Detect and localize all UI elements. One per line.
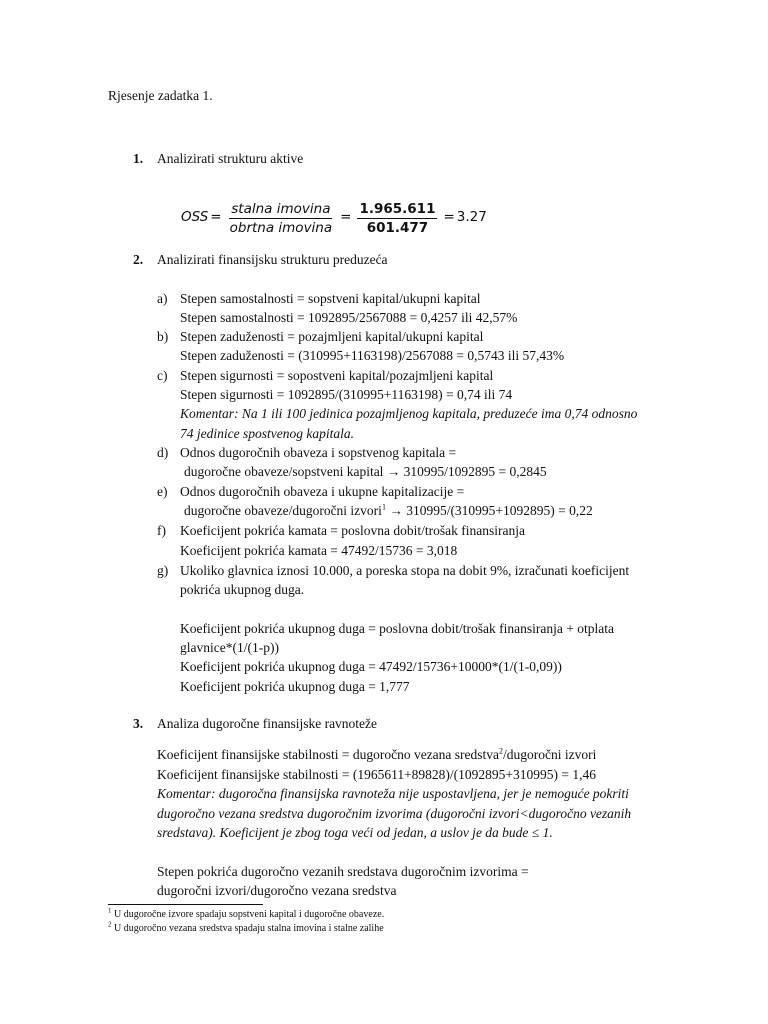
item-b-line-2: Stepen zaduženosti = (310995+1163198)/2567088 = 0,5743 ili 57,43% (180, 348, 565, 363)
footnote-1-mark: 1 (108, 906, 112, 915)
stability-comment-3: sredstava). Koeficijent je zbog toga veći od jedan, a uslov je da bude ≤ 1. (157, 825, 553, 840)
coverage-line-2: dugoročni izvori/dugoročno vezana sredstva (157, 883, 397, 898)
item-f-line-2: Koeficijent pokrića kamata = 47492/15736 = 3,018 (180, 543, 458, 558)
footnote-ref-1: 1 (381, 502, 386, 512)
item-c-line-1: Stepen sigurnosti = sopostveni kapital/pozajmljeni kapital (180, 368, 494, 383)
formula-result: 3.27 (456, 209, 487, 226)
item-g-line-1: Ukoliko glavnica iznosi 10.000, a poreska stopa na dobit 9%, izračunati koeficijent (180, 563, 630, 578)
stability-line-1 (157, 745, 596, 764)
formula-value-denominator: 601.477 (366, 219, 429, 236)
item-d-line-2: dugoročne obaveze/sopstveni kapital → 310995/1092895 = 0,2845 (184, 464, 547, 479)
section-2-number: 2. (133, 252, 144, 267)
item-c-line-2: Stepen sigurnosti = 1092895/(310995+1163198) = 0,74 ili 74 (180, 387, 513, 402)
formula-word-fraction (228, 200, 335, 237)
item-a-line-1: Stepen samostalnosti = sopstveni kapital/ukupni kapital (180, 291, 481, 306)
item-g-line-5: Koeficijent pokrića ukupnog duga = 47492/15736+10000*(1/(1-0,09)) (180, 659, 562, 674)
item-g-line-6: Koeficijent pokrića ukupnog duga = 1,777 (180, 679, 410, 694)
item-d-label: d) (157, 445, 169, 460)
item-g-line-2: pokrića ukupnog duga. (180, 582, 305, 597)
item-c-comment-2: 74 jedinice spostvenog kapitala. (180, 426, 354, 441)
document-title: Rjesenje zadatka 1. (108, 88, 213, 103)
coverage-line-1: Stepen pokrića dugoročno vezanih sredstava dugoročnim izvorima = (157, 864, 529, 879)
item-g-label: g) (157, 563, 169, 578)
section-3-heading: Analiza dugoročne finansijske ravnoteže (157, 716, 378, 731)
section-2-heading: Analizirati finansijsku strukturu preduzeća (157, 252, 388, 267)
footnote-divider (108, 904, 263, 905)
item-f-label: f) (157, 523, 166, 538)
footnote-2-mark: 2 (108, 920, 112, 929)
item-c-label: c) (157, 368, 168, 383)
footnote-1 (108, 906, 385, 921)
item-g-line-4: glavnice*(1/(1-p)) (180, 640, 279, 655)
item-g-line-3: Koeficijent pokrića ukupnog duga = poslovna dobit/trošak finansiranja + otplata (180, 621, 614, 636)
footnote-1-text: U dugoročne izvore spadaju sopstveni kapital i dugoročne obaveze. (111, 909, 385, 920)
section-1-heading: Analizirati strukturu aktive (157, 151, 304, 166)
footnote-2-text: U dugoročno vezana sredstva spadaju stalna imovina i stalne zalihe (111, 923, 384, 934)
item-f-line-1: Koeficijent pokrića kamata = poslovna dobit/trošak finansiranja (180, 523, 526, 538)
item-c-comment-1: Komentar: Na 1 ili 100 jedinica pozajmljenog kapitala, preduzeće ima 0,74 odnosno (180, 406, 638, 421)
oss-formula: OSS = $\frac{\text{stalna imovina}}{\text{obrtna imovina}}$ = $\frac{1.965.611}{601.477}$ = 3.27 (181, 200, 487, 236)
formula-numerator: stalna imovina (231, 200, 331, 217)
footnote-ref-2: 2 (499, 746, 504, 756)
section-3-number: 3. (133, 716, 144, 731)
formula-value-fraction (357, 200, 437, 237)
item-a-line-2: Stepen samostalnosti = 1092895/2567088 = 0,4257 ili 42,57% (180, 310, 518, 325)
item-e-label: e) (157, 484, 168, 499)
stability-comment-2: dugoročno vezana sredstva dugoročnim izvorima (dugoročni izvori<dugoročno vezanih (157, 806, 632, 821)
formula-value-numerator: 1.965.611 (359, 200, 436, 217)
stability-line-2: Koeficijent finansijske stabilnosti = (1965611+89828)/(1092895+310995) = 1,46 (157, 767, 597, 782)
stability-line-1-tail: /dugoročni izvori (503, 747, 597, 762)
item-e-line-2 (184, 501, 593, 520)
item-e-line-2-text: dugoročne obaveze/dugoročni izvori (184, 503, 382, 518)
stability-comment-1: Komentar: dugoročna finansijska ravnoteža nije uspostavljena, jer je nemoguće pokriti (157, 786, 629, 801)
item-b-label: b) (157, 329, 169, 344)
item-a-label: a) (157, 291, 168, 306)
formula-lhs: OSS (181, 209, 209, 226)
item-d-line-1: Odnos dugoročnih obaveza i sopstvenog kapitala = (180, 445, 457, 460)
footnote-2 (108, 920, 384, 935)
formula-denominator: obrtna imovina (229, 219, 333, 236)
item-b-line-1: Stepen zaduženosti = pozajmljeni kapital/ukupni kapital (180, 329, 484, 344)
item-e-line-2-result: → 310995/(310995+1092895) = 0,22 (385, 503, 593, 518)
item-e-line-1: Odnos dugoročnih obaveza i ukupne kapitalizacije = (180, 484, 465, 499)
stability-line-1-text: Koeficijent finansijske stabilnosti = dugoročno vezana sredstva (157, 747, 500, 762)
section-1-number: 1. (133, 151, 144, 166)
